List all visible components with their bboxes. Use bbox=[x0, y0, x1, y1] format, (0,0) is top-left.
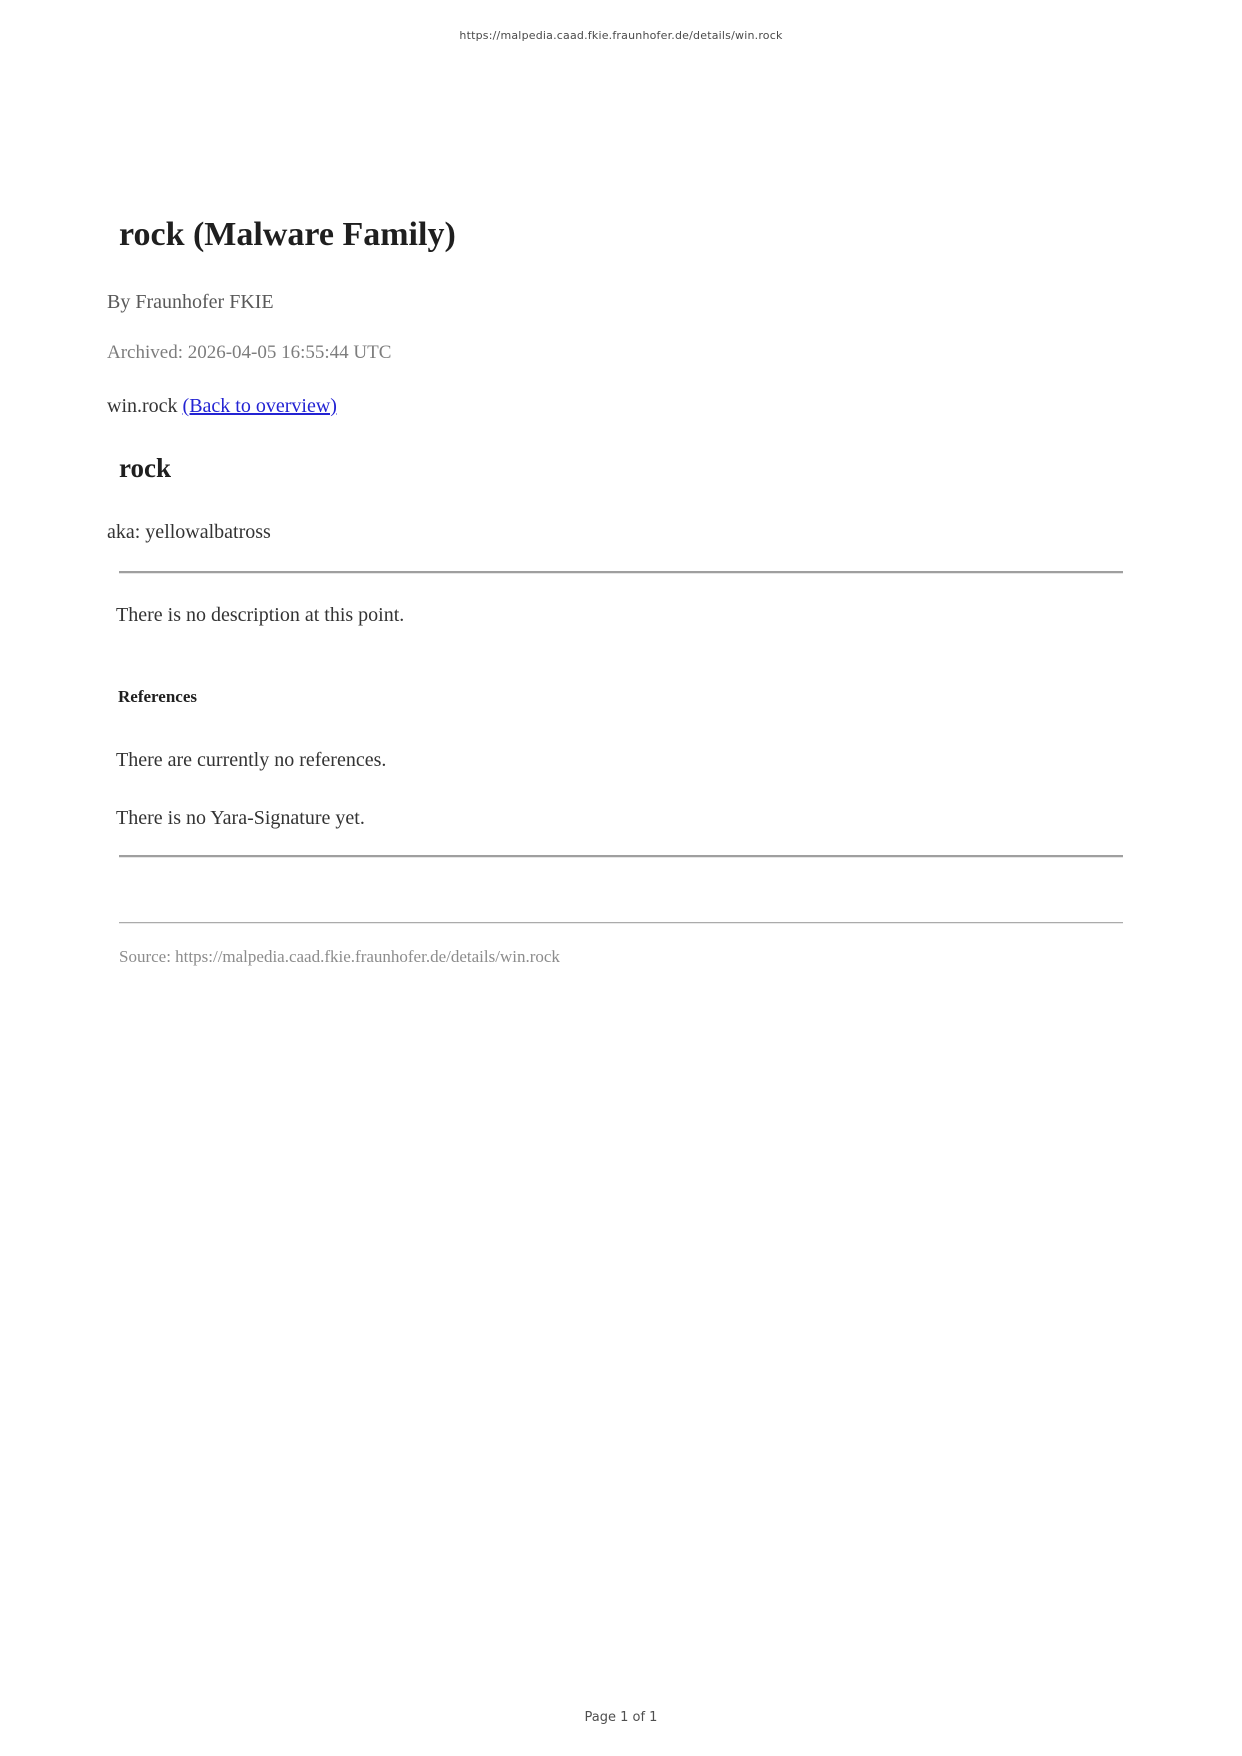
references-heading: References bbox=[118, 687, 197, 706]
family-id: win.rock bbox=[107, 395, 178, 417]
source-url-line: Source: https://malpedia.caad.fkie.fraunhofer.de/details/win.rock bbox=[119, 947, 560, 966]
page-number-footer: Page 1 of 1 bbox=[584, 1710, 658, 1725]
aka-line: aka: yellowalbatross bbox=[107, 521, 271, 543]
references-empty-text: There are currently no references. bbox=[116, 749, 387, 771]
horizontal-rule-bottom bbox=[119, 855, 1123, 858]
print-header-url: https://malpedia.caad.fkie.fraunhofer.de/details/win.rock bbox=[459, 29, 783, 42]
family-id-line bbox=[107, 393, 337, 419]
description-empty-text: There is no description at this point. bbox=[116, 604, 405, 626]
malware-name-heading: rock bbox=[119, 453, 171, 483]
horizontal-rule-top bbox=[119, 571, 1123, 574]
horizontal-rule-footer bbox=[119, 922, 1123, 924]
back-to-overview-link[interactable]: (Back to overview) bbox=[182, 395, 337, 417]
page-title: rock (Malware Family) bbox=[119, 216, 456, 253]
yara-empty-text: There is no Yara-Signature yet. bbox=[116, 807, 365, 829]
byline: By Fraunhofer FKIE bbox=[107, 291, 274, 313]
archived-timestamp: Archived: 2026-04-05 16:55:44 UTC bbox=[107, 342, 392, 363]
